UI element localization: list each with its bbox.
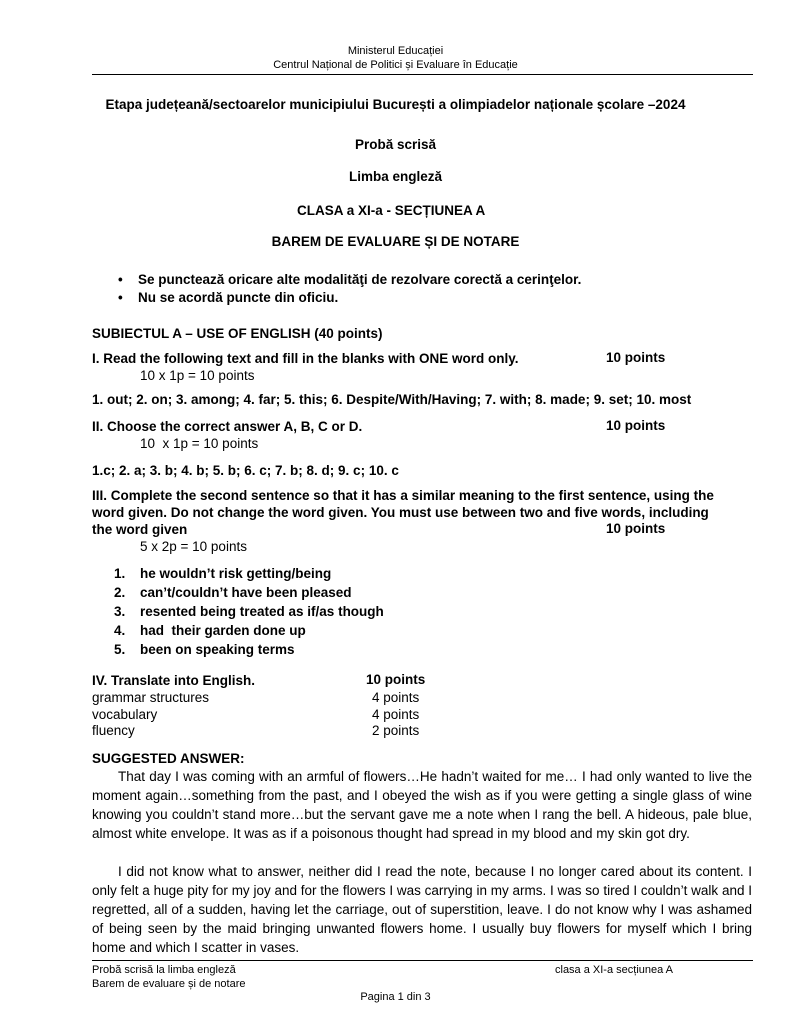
subiect-heading: SUBIECTUL A – USE OF ENGLISH (40 points) [92,326,383,341]
section-3-title-line1: III. Complete the second sentence so that it has a similar meaning to the first sentence, using the [92,488,714,503]
answer-item: 4. had their garden done up [114,623,306,638]
section-1-answers: 1. out; 2. on; 3. among; 4. far; 5. this; 6. Despite/With/Having; 7. with; 8. made; 9. set; 10. most [92,392,692,407]
header-ministry: Ministerul Educației [347,45,444,57]
section-3-title-line2: word given. Do not change the word given. You must use between two and five words, including [92,505,709,520]
section-2-scoring: 10 x 1p = 10 points [140,436,259,451]
criterion-label: fluency [92,723,135,738]
criterion-points: 2 points [372,723,420,738]
criterion-label: grammar structures [92,690,210,705]
answer-item: 3. resented being treated as if/as though [114,604,384,619]
instructions-list [112,271,581,307]
criterion-points: 4 points [372,690,420,705]
suggested-paragraph-1: That day I was coming with an armful of flowers…He hadn’t waited for me… I had only wanted to live the moment again…something from the past, and I obeyed the wish as if you were getting a single glass of wine knowing you couldn’t stand more…but the servant gave me a note when I rang the bell. A hideous, pale blue, almost white envelope. It was as if a poisonous thought had spread in my blood and my skin got dry. [92,769,752,841]
page-number: Pagina 1 din 3 [360,991,431,1003]
footer-left-1: Probă scrisă la limba engleză [92,964,236,976]
section-4-points: 10 points [366,672,426,687]
answer-item: 5. been on speaking terms [114,642,295,657]
stage-title: Etapa județeană/sectoarelor municipiului București a olimpiadelor naționale școlare –2024 [105,97,686,112]
instruction-item: • Nu se acordă puncte din oficiu. [112,289,581,307]
section-1-scoring: 10 x 1p = 10 points [140,368,255,383]
section-3-scoring: 5 x 2p = 10 points [140,539,247,554]
suggested-heading: SUGGESTED ANSWER: [92,751,245,766]
section-2-points: 10 points [606,418,666,433]
section-2-answers: 1.c; 2. a; 3. b; 4. b; 5. b; 6. c; 7. b; 8. d; 9. c; 10. c [92,463,399,478]
section-3-points: 10 points [606,521,666,536]
answer-item: 2. can’t/couldn’t have been pleased [114,585,352,600]
instruction-item: • Se punctează oricare alte modalităţi de rezolvare corectă a cerinţelor. [112,271,581,289]
page-header [0,44,791,72]
section-2-title: II. Choose the correct answer A, B, C or D. [92,419,363,434]
answer-item: 1. he wouldn’t risk getting/being [114,566,332,581]
proba-title: Probă scrisă [354,137,437,152]
section-1-points: 10 points [606,350,666,365]
header-divider [92,74,753,75]
suggested-paragraph-2: I did not know what to answer, neither did I read the note, because I no longer cared about its content. I only felt a huge pity for my joy and for the flowers I was carrying in my arms. I was so tired I couldn’t walk and I regretted, all of a sudden, having let the carriage, out of superstition, leave. I do not know why I was ashamed of being seen by the maid bringing unwanted flowers home. I usually buy flowers for myself which I bring home and which I scatter in vases. [92,864,752,955]
header-center: Centrul Național de Politici și Evaluare în Educație [273,59,518,71]
criterion-label: vocabulary [92,707,158,722]
footer-right: clasa a XI-a secțiunea A [555,964,674,976]
subject-title: Limba engleză [348,169,443,184]
footer-divider [92,960,753,961]
section-3-title-line3: the word given [92,522,188,537]
barem-title: BAREM DE EVALUARE ȘI DE NOTARE [271,234,520,249]
section-1-title: I. Read the following text and fill in the blanks with ONE word only. [92,351,519,366]
section-3-answers [114,564,384,659]
section-4-title: IV. Translate into English. [92,673,256,688]
clasa-title: CLASA a XI-a - SECȚIUNEA A [297,203,486,218]
footer-left-2: Barem de evaluare și de notare [92,978,246,990]
criterion-points: 4 points [372,707,420,722]
